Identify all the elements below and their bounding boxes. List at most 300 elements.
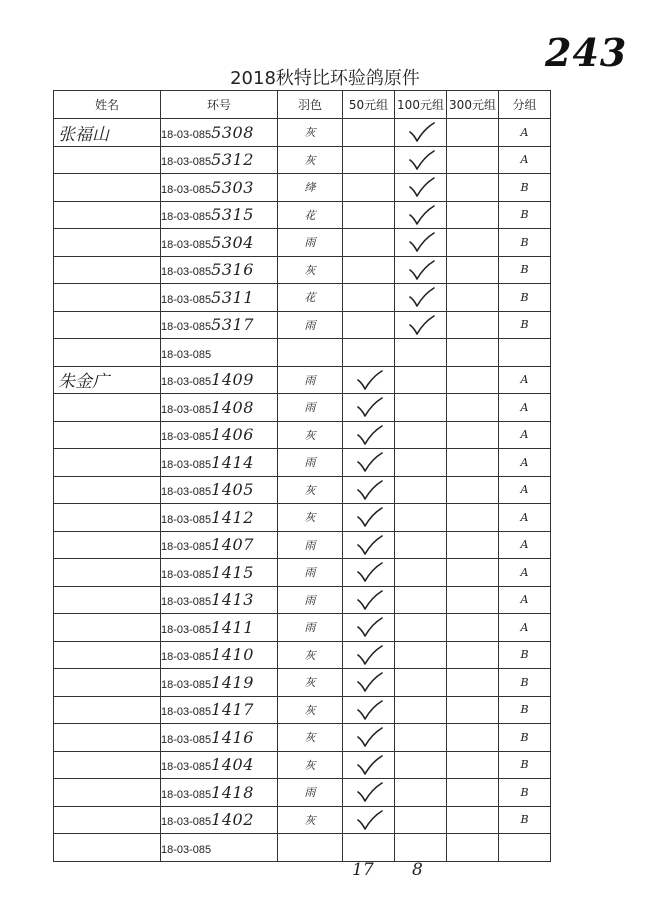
ring-number-cell [161, 806, 278, 834]
owner-name-cell [54, 806, 161, 834]
ring-number-cell [161, 696, 278, 724]
owner-name-cell [54, 779, 161, 807]
group-50-cell [343, 504, 395, 532]
table-row [54, 311, 551, 339]
feather-color-cell: 雨 [278, 394, 343, 422]
check-mark-icon [343, 506, 394, 528]
group-300-cell [447, 476, 499, 504]
group-300-cell [447, 256, 499, 284]
header-feather-color: 羽色 [278, 91, 343, 119]
table-row [54, 559, 551, 587]
group-300-cell [447, 366, 499, 394]
group-100-cell [395, 504, 447, 532]
feather-color-cell: 雨 [278, 531, 343, 559]
feather-color-cell: 雨 [278, 559, 343, 587]
check-mark-icon [343, 369, 394, 391]
feather-color-cell: 雨 [278, 366, 343, 394]
division-cell: A [499, 421, 551, 449]
ring-prefix: 18-03-085 [161, 816, 212, 829]
ring-suffix-handwritten: 5308 [211, 122, 254, 142]
ring-number-cell [161, 201, 278, 229]
group-300-cell [447, 641, 499, 669]
ring-prefix: 18-03-085 [161, 706, 212, 719]
division-cell: B [499, 201, 551, 229]
ring-suffix-handwritten: 1417 [211, 700, 254, 720]
table-row [54, 531, 551, 559]
ring-number-cell [161, 504, 278, 532]
owner-name-cell [54, 559, 161, 587]
group-100-cell [395, 394, 447, 422]
group-300-cell [447, 449, 499, 477]
group-50-cell [343, 531, 395, 559]
feather-color-cell: 花 [278, 201, 343, 229]
owner-name-cell [54, 751, 161, 779]
group-100-cell [395, 339, 447, 367]
division-cell: B [499, 284, 551, 312]
ring-prefix: 18-03-085 [161, 183, 212, 196]
table-row [54, 119, 551, 147]
ring-number-cell [161, 366, 278, 394]
division-cell: A [499, 504, 551, 532]
table-row [54, 586, 551, 614]
division-cell: A [499, 614, 551, 642]
feather-color-cell: 绛 [278, 174, 343, 202]
check-mark-icon [343, 561, 394, 583]
group-300-cell [447, 559, 499, 587]
ring-suffix-handwritten: 5315 [211, 205, 254, 225]
division-cell: B [499, 669, 551, 697]
ring-prefix: 18-03-085 [161, 266, 212, 279]
group-100-cell [395, 834, 447, 862]
owner-name-cell [54, 834, 161, 862]
ring-prefix: 18-03-085 [161, 596, 212, 609]
ring-suffix-handwritten: 5303 [211, 177, 254, 197]
table-row [54, 174, 551, 202]
ring-number-cell [161, 311, 278, 339]
group-100-cell [395, 174, 447, 202]
division-cell: B [499, 779, 551, 807]
division-cell [499, 339, 551, 367]
owner-name-cell: 朱金广 [54, 366, 161, 394]
group-300-cell [447, 586, 499, 614]
table-header-row [54, 91, 551, 119]
group-100-cell [395, 256, 447, 284]
ring-prefix: 18-03-085 [161, 678, 212, 691]
feather-color-cell: 灰 [278, 146, 343, 174]
group-300-cell [447, 669, 499, 697]
group-300-cell [447, 394, 499, 422]
group-50-cell [343, 834, 395, 862]
ring-suffix-handwritten: 1409 [211, 370, 254, 390]
table-row [54, 669, 551, 697]
group-50-cell [343, 256, 395, 284]
ring-prefix: 18-03-085 [161, 458, 212, 471]
table-row [54, 256, 551, 284]
group-100-cell [395, 559, 447, 587]
ring-number-cell [161, 229, 278, 257]
ring-prefix: 18-03-085 [161, 238, 212, 251]
footer-count-100: 8 [412, 860, 423, 880]
ring-number-cell [161, 559, 278, 587]
group-300-cell [447, 284, 499, 312]
ring-number-cell [161, 724, 278, 752]
group-100-cell [395, 586, 447, 614]
feather-color-cell: 雨 [278, 779, 343, 807]
group-300-cell [447, 201, 499, 229]
check-mark-icon [395, 149, 446, 171]
ring-number-cell [161, 119, 278, 147]
table-row [54, 201, 551, 229]
table-row [54, 229, 551, 257]
division-cell: A [499, 119, 551, 147]
ring-suffix-handwritten: 1414 [211, 452, 254, 472]
group-100-cell [395, 779, 447, 807]
ring-prefix: 18-03-085 [161, 513, 212, 526]
ring-prefix: 18-03-085 [161, 376, 212, 389]
group-300-cell [447, 779, 499, 807]
table-row [54, 751, 551, 779]
table-row [54, 394, 551, 422]
owner-name-cell [54, 531, 161, 559]
group-50-cell [343, 751, 395, 779]
group-50-cell [343, 559, 395, 587]
owner-name-cell [54, 229, 161, 257]
ring-number-cell [161, 394, 278, 422]
division-cell: A [499, 366, 551, 394]
ring-prefix: 18-03-085 [161, 761, 212, 774]
ring-prefix: 18-03-085 [161, 541, 212, 554]
ring-suffix-handwritten: 1412 [211, 507, 254, 527]
division-cell: B [499, 311, 551, 339]
group-100-cell [395, 421, 447, 449]
check-mark-icon [343, 424, 394, 446]
ring-suffix-handwritten: 1408 [211, 397, 254, 417]
owner-name-cell [54, 174, 161, 202]
group-300-cell [447, 174, 499, 202]
ring-prefix: 18-03-085 [161, 211, 212, 224]
ring-number-cell [161, 834, 278, 862]
feather-color-cell: 灰 [278, 641, 343, 669]
entry-table [53, 90, 551, 862]
ring-suffix-handwritten: 1406 [211, 425, 254, 445]
ring-number-cell [161, 641, 278, 669]
ring-prefix: 18-03-085 [161, 843, 212, 856]
owner-name-cell [54, 669, 161, 697]
owner-name-cell [54, 724, 161, 752]
group-300-cell [447, 146, 499, 174]
ring-number-cell [161, 751, 278, 779]
ring-number-cell [161, 669, 278, 697]
group-100-cell [395, 201, 447, 229]
ring-number-cell [161, 339, 278, 367]
division-cell: B [499, 751, 551, 779]
header-group-100: 100元组 [395, 91, 447, 119]
group-50-cell [343, 669, 395, 697]
group-100-cell [395, 669, 447, 697]
group-100-cell [395, 449, 447, 477]
ring-number-cell [161, 284, 278, 312]
ring-suffix-handwritten: 5316 [211, 260, 254, 280]
owner-name-cell [54, 256, 161, 284]
ring-prefix: 18-03-085 [161, 403, 212, 416]
ring-number-cell [161, 531, 278, 559]
group-300-cell [447, 504, 499, 532]
table-row [54, 476, 551, 504]
division-cell [499, 834, 551, 862]
group-50-cell [343, 806, 395, 834]
ring-suffix-handwritten: 1415 [211, 562, 254, 582]
owner-name-cell [54, 146, 161, 174]
owner-name-cell [54, 339, 161, 367]
division-cell: B [499, 641, 551, 669]
feather-color-cell: 灰 [278, 696, 343, 724]
feather-color-cell: 雨 [278, 229, 343, 257]
group-50-cell [343, 421, 395, 449]
group-50-cell [343, 724, 395, 752]
ring-suffix-handwritten: 1402 [211, 810, 254, 830]
ring-prefix: 18-03-085 [161, 623, 212, 636]
ring-number-cell [161, 586, 278, 614]
ring-suffix-handwritten: 1405 [211, 480, 254, 500]
group-50-cell [343, 641, 395, 669]
feather-color-cell: 灰 [278, 119, 343, 147]
ring-suffix-handwritten: 5317 [211, 315, 254, 335]
check-mark-icon [395, 259, 446, 281]
division-cell: A [499, 531, 551, 559]
table-row [54, 806, 551, 834]
header-group-300: 300元组 [447, 91, 499, 119]
ring-prefix: 18-03-085 [161, 348, 212, 361]
check-mark-icon [343, 644, 394, 666]
group-50-cell [343, 779, 395, 807]
check-mark-icon [343, 671, 394, 693]
group-50-cell [343, 339, 395, 367]
group-100-cell [395, 751, 447, 779]
ring-number-cell [161, 146, 278, 174]
feather-color-cell: 灰 [278, 421, 343, 449]
feather-color-cell [278, 834, 343, 862]
table-row [54, 614, 551, 642]
group-50-cell [343, 476, 395, 504]
division-cell: B [499, 256, 551, 284]
page-number: 243 [545, 30, 628, 75]
group-300-cell [447, 806, 499, 834]
group-50-cell [343, 366, 395, 394]
group-300-cell [447, 724, 499, 752]
ring-prefix: 18-03-085 [161, 486, 212, 499]
table-row [54, 696, 551, 724]
group-50-cell [343, 174, 395, 202]
feather-color-cell: 花 [278, 284, 343, 312]
check-mark-icon [343, 451, 394, 473]
group-100-cell [395, 806, 447, 834]
ring-prefix: 18-03-085 [161, 733, 212, 746]
division-cell: B [499, 696, 551, 724]
group-50-cell [343, 229, 395, 257]
group-50-cell [343, 586, 395, 614]
check-mark-icon [343, 699, 394, 721]
check-mark-icon [343, 781, 394, 803]
ring-prefix: 18-03-085 [161, 568, 212, 581]
group-100-cell [395, 119, 447, 147]
check-mark-icon [395, 204, 446, 226]
group-300-cell [447, 229, 499, 257]
document-title: 2018秋特比环验鸽原件 [230, 68, 420, 89]
check-mark-icon [395, 286, 446, 308]
feather-color-cell: 灰 [278, 751, 343, 779]
division-cell: A [499, 476, 551, 504]
group-50-cell [343, 201, 395, 229]
check-mark-icon [395, 121, 446, 143]
ring-suffix-handwritten: 1413 [211, 590, 254, 610]
group-300-cell [447, 311, 499, 339]
check-mark-icon [343, 396, 394, 418]
table-row [54, 421, 551, 449]
check-mark-icon [343, 726, 394, 748]
header-ring-number: 环号 [161, 91, 278, 119]
owner-name-cell [54, 641, 161, 669]
owner-name-cell [54, 284, 161, 312]
division-cell: A [499, 146, 551, 174]
group-100-cell [395, 724, 447, 752]
group-100-cell [395, 614, 447, 642]
group-50-cell [343, 146, 395, 174]
feather-color-cell: 雨 [278, 311, 343, 339]
ring-number-cell [161, 421, 278, 449]
ring-number-cell [161, 256, 278, 284]
owner-name-cell [54, 311, 161, 339]
group-300-cell [447, 696, 499, 724]
table-row [54, 779, 551, 807]
feather-color-cell: 雨 [278, 449, 343, 477]
group-100-cell [395, 476, 447, 504]
check-mark-icon [395, 314, 446, 336]
owner-name-cell [54, 504, 161, 532]
ring-number-cell [161, 449, 278, 477]
feather-color-cell: 灰 [278, 724, 343, 752]
feather-color-cell: 雨 [278, 614, 343, 642]
ring-suffix-handwritten: 5312 [211, 150, 254, 170]
group-100-cell [395, 531, 447, 559]
ring-prefix: 18-03-085 [161, 293, 212, 306]
group-50-cell [343, 284, 395, 312]
header-division: 分组 [499, 91, 551, 119]
ring-prefix: 18-03-085 [161, 321, 212, 334]
ring-suffix-handwritten: 1411 [211, 617, 254, 637]
division-cell: B [499, 229, 551, 257]
group-50-cell [343, 696, 395, 724]
table-row [54, 284, 551, 312]
ring-suffix-handwritten: 5311 [211, 287, 254, 307]
check-mark-icon [343, 479, 394, 501]
group-100-cell [395, 366, 447, 394]
group-300-cell [447, 614, 499, 642]
ring-suffix-handwritten: 1419 [211, 672, 254, 692]
group-300-cell [447, 119, 499, 147]
owner-name-cell [54, 696, 161, 724]
header-name: 姓名 [54, 91, 161, 119]
check-mark-icon [343, 534, 394, 556]
group-50-cell [343, 449, 395, 477]
ring-number-cell [161, 779, 278, 807]
group-300-cell [447, 421, 499, 449]
group-100-cell [395, 229, 447, 257]
ring-suffix-handwritten: 1407 [211, 535, 254, 555]
group-50-cell [343, 119, 395, 147]
table-row [54, 641, 551, 669]
owner-name-cell [54, 586, 161, 614]
group-100-cell [395, 146, 447, 174]
table-row [54, 339, 551, 367]
group-300-cell [447, 339, 499, 367]
check-mark-icon [395, 176, 446, 198]
group-100-cell [395, 311, 447, 339]
ring-suffix-handwritten: 5304 [211, 232, 254, 252]
feather-color-cell: 灰 [278, 806, 343, 834]
feather-color-cell: 灰 [278, 256, 343, 284]
header-group-50: 50元组 [343, 91, 395, 119]
group-300-cell [447, 531, 499, 559]
group-100-cell [395, 284, 447, 312]
ring-prefix: 18-03-085 [161, 156, 212, 169]
owner-name-cell [54, 449, 161, 477]
feather-color-cell: 灰 [278, 669, 343, 697]
division-cell: B [499, 174, 551, 202]
check-mark-icon [343, 754, 394, 776]
feather-color-cell: 雨 [278, 586, 343, 614]
owner-name-cell: 张福山 [54, 119, 161, 147]
feather-color-cell: 灰 [278, 476, 343, 504]
division-cell: A [499, 586, 551, 614]
owner-name-cell [54, 476, 161, 504]
group-100-cell [395, 641, 447, 669]
group-50-cell [343, 311, 395, 339]
table-row [54, 366, 551, 394]
ring-suffix-handwritten: 1410 [211, 645, 254, 665]
check-mark-icon [343, 616, 394, 638]
feather-color-cell: 灰 [278, 504, 343, 532]
group-300-cell [447, 751, 499, 779]
division-cell: B [499, 724, 551, 752]
footer-count-50: 17 [352, 860, 374, 880]
ring-suffix-handwritten: 1418 [211, 782, 254, 802]
division-cell: A [499, 394, 551, 422]
ring-prefix: 18-03-085 [161, 651, 212, 664]
division-cell: A [499, 449, 551, 477]
feather-color-cell [278, 339, 343, 367]
group-100-cell [395, 696, 447, 724]
ring-prefix: 18-03-085 [161, 431, 212, 444]
check-mark-icon [343, 589, 394, 611]
table-row [54, 449, 551, 477]
ring-number-cell [161, 476, 278, 504]
owner-name-cell [54, 201, 161, 229]
ring-number-cell [161, 174, 278, 202]
ring-suffix-handwritten: 1416 [211, 727, 254, 747]
group-300-cell [447, 834, 499, 862]
owner-name-cell [54, 394, 161, 422]
table-row [54, 724, 551, 752]
check-mark-icon [395, 231, 446, 253]
owner-name-cell [54, 614, 161, 642]
ring-number-cell [161, 614, 278, 642]
ring-prefix: 18-03-085 [161, 128, 212, 141]
table-row [54, 504, 551, 532]
group-50-cell [343, 614, 395, 642]
group-50-cell [343, 394, 395, 422]
table-row [54, 834, 551, 862]
division-cell: A [499, 559, 551, 587]
